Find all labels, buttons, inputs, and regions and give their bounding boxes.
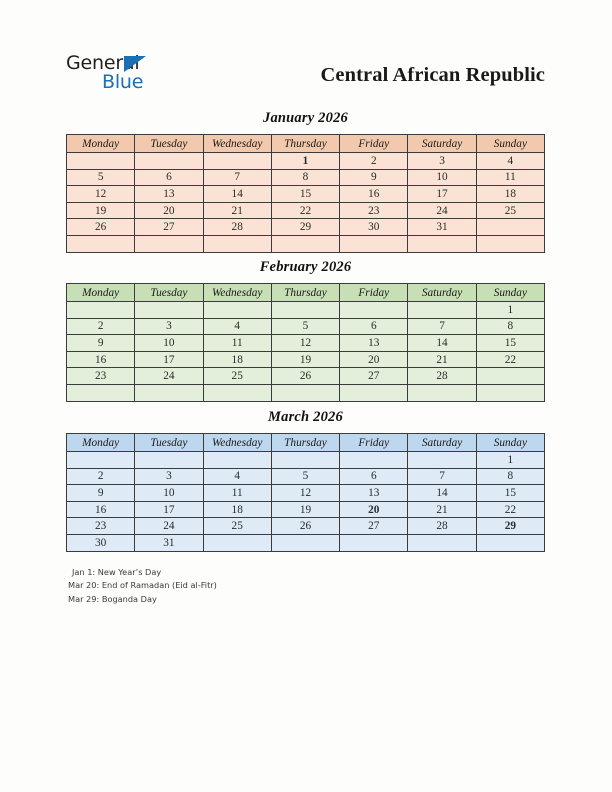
month-title: March 2026 (268, 409, 343, 425)
calendar-day[interactable]: 23 (67, 518, 135, 535)
holiday-note: Mar 20: End of Ramadan (Eid al-Fitr) (68, 580, 217, 591)
calendar-day[interactable]: 6 (340, 318, 408, 335)
calendar-day[interactable]: 22 (271, 202, 339, 219)
calendar-week-row (67, 351, 545, 368)
calendar-table (66, 433, 545, 552)
calendar-week-row (67, 235, 545, 252)
calendar-day[interactable]: 11 (476, 169, 544, 186)
calendar-day[interactable]: 29 (271, 219, 339, 236)
calendar-day[interactable]: 13 (340, 335, 408, 352)
calendar-day[interactable]: 19 (271, 501, 339, 518)
weekday-header-saturday: Saturday (408, 434, 476, 452)
calendar-day[interactable]: 3 (135, 318, 203, 335)
calendar-day[interactable]: 6 (340, 468, 408, 485)
calendar-day[interactable]: 14 (408, 485, 476, 502)
calendar-day[interactable]: 3 (135, 468, 203, 485)
weekday-header-saturday: Saturday (408, 135, 476, 153)
calendar-day[interactable]: 19 (271, 351, 339, 368)
calendar-day[interactable]: 18 (476, 186, 544, 203)
calendar-day[interactable]: 31 (135, 534, 203, 551)
calendar-day-empty (408, 384, 476, 401)
calendar-week-row (67, 452, 545, 469)
calendar-day-empty (271, 452, 339, 469)
calendar-week-row (67, 153, 545, 170)
calendar-week-row (67, 384, 545, 401)
calendar-day[interactable]: 27 (340, 518, 408, 535)
calendar-day[interactable]: 19 (67, 202, 135, 219)
logo-word-general: General (66, 52, 140, 74)
weekday-header-thursday: Thursday (271, 135, 339, 153)
calendar-day[interactable]: 28 (408, 368, 476, 385)
weekday-header-wednesday: Wednesday (203, 284, 271, 302)
calendar-day[interactable]: 11 (203, 335, 271, 352)
calendar-day[interactable]: 4 (203, 468, 271, 485)
calendar-day[interactable]: 10 (135, 335, 203, 352)
calendar-day[interactable]: 12 (271, 335, 339, 352)
calendar-day[interactable]: 26 (67, 219, 135, 236)
calendar-day[interactable]: 7 (408, 318, 476, 335)
month-title: January 2026 (263, 110, 348, 126)
weekday-header-monday: Monday (67, 434, 135, 452)
calendar-day-empty (203, 384, 271, 401)
weekday-header-wednesday: Wednesday (203, 434, 271, 452)
calendar-week-row (67, 485, 545, 502)
general-blue-logo (66, 54, 176, 100)
calendar-week-row (67, 169, 545, 186)
calendar-day[interactable]: 15 (476, 335, 544, 352)
calendar-day-empty (67, 384, 135, 401)
calendar-week-row (67, 501, 545, 518)
calendar-day[interactable]: 4 (476, 153, 544, 170)
calendar-day[interactable]: 16 (340, 186, 408, 203)
holiday-note: Mar 29: Boganda Day (68, 593, 157, 604)
calendar-day[interactable]: 5 (67, 169, 135, 186)
calendar-day[interactable]: 1 (476, 452, 544, 469)
calendar-week-row (67, 186, 545, 203)
weekday-header-monday: Monday (67, 135, 135, 153)
calendar-table (66, 134, 545, 253)
calendar-day-empty (476, 219, 544, 236)
calendar-day[interactable]: 12 (67, 186, 135, 203)
calendar-day[interactable]: 23 (340, 202, 408, 219)
calendar-day[interactable]: 7 (408, 468, 476, 485)
weekday-header-tuesday: Tuesday (135, 434, 203, 452)
calendar-week-row (67, 318, 545, 335)
calendar-day-empty (340, 302, 408, 319)
calendar-day-empty (135, 153, 203, 170)
calendar-day-empty (203, 452, 271, 469)
calendar-day[interactable]: 5 (271, 468, 339, 485)
calendar-day[interactable]: 13 (135, 186, 203, 203)
calendar-day[interactable]: 21 (203, 202, 271, 219)
calendar-day[interactable]: 24 (408, 202, 476, 219)
calendar-day[interactable]: 4 (203, 318, 271, 335)
calendar-day-empty (476, 368, 544, 385)
calendar-day[interactable]: 16 (67, 501, 135, 518)
month-block-february (66, 259, 545, 402)
month-title: February 2026 (259, 259, 352, 275)
calendar-day-empty (67, 235, 135, 252)
calendar-day-empty (135, 302, 203, 319)
calendar-day[interactable]: 30 (67, 534, 135, 551)
weekday-header-friday: Friday (340, 434, 408, 452)
calendar-day[interactable]: 9 (67, 485, 135, 502)
calendar-week-row (67, 302, 545, 319)
logo-word-blue: Blue (102, 71, 144, 93)
calendar-day[interactable]: 24 (135, 518, 203, 535)
calendar-day[interactable]: 3 (408, 153, 476, 170)
calendar-day[interactable]: 17 (135, 501, 203, 518)
calendar-day-empty (408, 534, 476, 551)
calendar-day[interactable]: 20 (340, 351, 408, 368)
calendar-day[interactable]: 2 (67, 468, 135, 485)
calendar-day-empty (271, 302, 339, 319)
calendar-day-empty (476, 235, 544, 252)
calendar-day-empty (408, 452, 476, 469)
calendar-day[interactable]: 1 (476, 302, 544, 319)
calendar-day[interactable]: 2 (67, 318, 135, 335)
calendar-day-holiday[interactable]: 20 (340, 501, 408, 518)
calendar-day-empty (203, 302, 271, 319)
calendar-day-empty (203, 235, 271, 252)
calendar-day[interactable]: 8 (476, 318, 544, 335)
holiday-note: Jan 1: New Year’s Day (72, 567, 162, 577)
calendar-week-row (67, 518, 545, 535)
calendar-week-row (67, 219, 545, 236)
calendar-day-empty (67, 452, 135, 469)
calendar-day[interactable]: 21 (408, 501, 476, 518)
month-block-march (66, 409, 545, 552)
calendar-day[interactable]: 28 (203, 219, 271, 236)
calendar-day[interactable]: 27 (340, 368, 408, 385)
calendar-day-empty (67, 302, 135, 319)
weekday-header-sunday: Sunday (476, 434, 544, 452)
page-title: Central African Republic (320, 64, 545, 86)
calendar-day-empty (408, 302, 476, 319)
calendar-day-empty (271, 384, 339, 401)
calendar-day[interactable]: 5 (271, 318, 339, 335)
calendar-day-empty (340, 235, 408, 252)
weekday-header-row (67, 135, 545, 153)
weekday-header-thursday: Thursday (271, 434, 339, 452)
calendar-day[interactable]: 23 (67, 368, 135, 385)
calendar-week-row (67, 335, 545, 352)
calendar-day[interactable]: 2 (340, 153, 408, 170)
calendar-day[interactable]: 25 (203, 368, 271, 385)
weekday-header-row (67, 284, 545, 302)
calendar-day[interactable]: 30 (340, 219, 408, 236)
calendar-day[interactable]: 26 (271, 518, 339, 535)
calendar-day-holiday[interactable]: 1 (271, 153, 339, 170)
calendar-day[interactable]: 20 (135, 202, 203, 219)
weekday-header-friday: Friday (340, 135, 408, 153)
calendar-day-empty (203, 534, 271, 551)
calendar-day[interactable]: 10 (408, 169, 476, 186)
calendar-day[interactable]: 24 (135, 368, 203, 385)
calendar-day-empty (271, 534, 339, 551)
calendar-day[interactable]: 12 (271, 485, 339, 502)
calendar-week-row (67, 368, 545, 385)
calendar-table (66, 283, 545, 402)
calendar-day[interactable]: 22 (476, 351, 544, 368)
calendar-day[interactable]: 9 (67, 335, 135, 352)
calendar-day-empty (67, 153, 135, 170)
weekday-header-row (67, 434, 545, 452)
calendar-day[interactable]: 15 (271, 186, 339, 203)
calendar-day-empty (135, 384, 203, 401)
calendar-day[interactable]: 27 (135, 219, 203, 236)
calendar-day[interactable]: 17 (408, 186, 476, 203)
calendar-day[interactable]: 25 (476, 202, 544, 219)
weekday-header-tuesday: Tuesday (135, 135, 203, 153)
calendar-day[interactable]: 14 (408, 335, 476, 352)
calendar-day-empty (476, 384, 544, 401)
calendar-day-holiday[interactable]: 29 (476, 518, 544, 535)
weekday-header-monday: Monday (67, 284, 135, 302)
calendar-day[interactable]: 8 (476, 468, 544, 485)
calendar-day[interactable]: 13 (340, 485, 408, 502)
weekday-header-wednesday: Wednesday (203, 135, 271, 153)
logo-triangle-icon (124, 56, 146, 72)
holiday-notes-list (68, 566, 488, 606)
calendar-day[interactable]: 8 (271, 169, 339, 186)
weekday-header-saturday: Saturday (408, 284, 476, 302)
calendar-day-empty (408, 235, 476, 252)
calendar-day[interactable]: 31 (408, 219, 476, 236)
weekday-header-sunday: Sunday (476, 284, 544, 302)
calendar-day-empty (135, 235, 203, 252)
calendar-day[interactable]: 28 (408, 518, 476, 535)
page-header (0, 0, 612, 104)
weekday-header-sunday: Sunday (476, 135, 544, 153)
calendar-day-empty (476, 534, 544, 551)
calendar-day[interactable]: 11 (203, 485, 271, 502)
month-block-january (66, 110, 545, 253)
calendar-day-empty (340, 452, 408, 469)
calendar-day[interactable]: 10 (135, 485, 203, 502)
calendar-week-row (67, 534, 545, 551)
calendar-day-empty (135, 452, 203, 469)
calendar-day[interactable]: 21 (408, 351, 476, 368)
calendar-day[interactable]: 17 (135, 351, 203, 368)
calendar-day[interactable]: 22 (476, 501, 544, 518)
calendar-day[interactable]: 15 (476, 485, 544, 502)
calendar-day[interactable]: 16 (67, 351, 135, 368)
calendar-week-row (67, 202, 545, 219)
calendar-week-row (67, 468, 545, 485)
weekday-header-tuesday: Tuesday (135, 284, 203, 302)
calendar-day[interactable]: 9 (340, 169, 408, 186)
calendar-day-empty (340, 534, 408, 551)
calendar-day[interactable]: 18 (203, 351, 271, 368)
calendar-day[interactable]: 25 (203, 518, 271, 535)
calendar-day[interactable]: 14 (203, 186, 271, 203)
calendar-day-empty (340, 384, 408, 401)
calendar-day-empty (203, 153, 271, 170)
calendar-day[interactable]: 7 (203, 169, 271, 186)
calendar-day[interactable]: 6 (135, 169, 203, 186)
weekday-header-thursday: Thursday (271, 284, 339, 302)
weekday-header-friday: Friday (340, 284, 408, 302)
calendar-day[interactable]: 18 (203, 501, 271, 518)
calendar-day[interactable]: 26 (271, 368, 339, 385)
calendar-day-empty (271, 235, 339, 252)
